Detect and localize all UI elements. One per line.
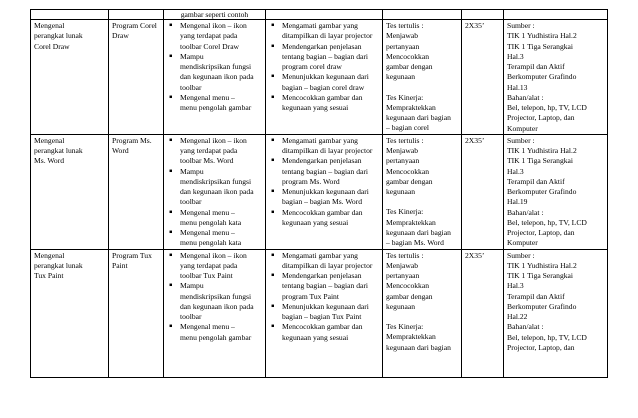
text-line: program corel draw (282, 62, 342, 71)
teacher-activity-item (180, 93, 262, 114)
bullet-list (167, 136, 262, 249)
text-line: dan kegunaan ikon pada (180, 72, 254, 82)
text-line: ▪ Mendengarkan penjelasan (282, 41, 362, 51)
text-line: menu pengolah gambar (180, 332, 252, 342)
text-line: ▪ Mengenal ikon – ikon (180, 21, 247, 30)
student-activities-cell (266, 20, 383, 135)
student-activity-item (282, 208, 379, 229)
teacher-activity-item (180, 167, 262, 208)
text-line: Word (112, 146, 129, 155)
text-line: Bel, telepon, hp, TV, LCD (507, 332, 587, 342)
text-line: Mencocokkan (386, 51, 430, 61)
text-line: perangkat lunak (34, 260, 83, 270)
text-line: ditampilkan di layar projector (282, 146, 373, 155)
text-line: ▪ Mendengarkan penjelasan (282, 156, 362, 166)
teacher-activities-cell (164, 20, 266, 135)
text-line: kegunaan dari bagian (386, 342, 451, 352)
student-activity-item (282, 322, 379, 343)
text-line: menu pengolah gambar (180, 103, 252, 112)
teacher-activities-cell (164, 134, 266, 249)
text-line: yang terdapat pada (180, 146, 238, 155)
text-line: ▪ Mengenal menu – (180, 322, 235, 332)
text-line: ditampilkan di layar projector (282, 31, 373, 41)
text-line: menu pengolah kata (180, 217, 242, 227)
text-line: Tes tertulis : (386, 21, 424, 30)
bullet-list (167, 251, 262, 343)
cell-empty (266, 10, 383, 20)
text-line: kegunaan dari bagian (386, 227, 451, 237)
text-line: toolbar (180, 82, 202, 92)
competency-cell (31, 249, 109, 377)
teacher-activity-item (180, 322, 262, 343)
text-line: Komputer (507, 238, 538, 248)
text-line: gambar dengan (386, 176, 433, 186)
text-line: ▪ Mendengarkan penjelasan (282, 271, 362, 280)
student-activity-item (282, 93, 379, 114)
text-line: ▪ Mengamati gambar yang (282, 21, 358, 30)
assessment-cell (383, 249, 462, 377)
text-line: Tes tertulis : (386, 250, 424, 260)
text-line: Hal.13 (507, 82, 528, 92)
student-activity-item (282, 72, 379, 93)
text-line: Tes Kinerja: (386, 322, 424, 331)
text-line: program Ms. Word (282, 176, 340, 186)
text-line: kegunaan dari bagian (386, 113, 451, 122)
text-line: mendiskripsikan fungsi (180, 62, 252, 71)
bullet-list (269, 136, 379, 228)
text-line: ▪ Mencocokkan gambar dan (282, 207, 363, 217)
text-line: pertanyaan (386, 41, 420, 51)
cell-empty (504, 10, 608, 20)
text-line: Hal.3 (507, 281, 524, 291)
text-line: Mempraktekkan (386, 102, 436, 112)
teacher-activities-cell (164, 249, 266, 377)
text-line: Menjawab (386, 31, 419, 41)
text-line: toolbar (180, 312, 202, 321)
text-line: ▪ Mampu (180, 281, 204, 291)
text-line: ▪ Mengenal menu – (180, 92, 235, 102)
text-line: ▪ Mengenal ikon – ikon (180, 135, 247, 145)
text-line: menu pengolah kata (180, 238, 242, 248)
text-line: kegunaan yang sesuai (282, 332, 349, 342)
program-cell (109, 134, 164, 249)
text-line: toolbar (180, 197, 202, 207)
text-line: Corel Draw (34, 41, 70, 51)
text-line: Projector, Laptop, dan (507, 342, 575, 352)
student-activities-cell (266, 249, 383, 377)
text-line: tentang bagian – bagian dari (282, 281, 369, 291)
text-line: Menjawab (386, 260, 419, 270)
competency-cell (31, 134, 109, 249)
text-line: mendiskripsikan fungsi (180, 176, 252, 186)
text-line: Hal.3 (507, 51, 524, 61)
text-line: Berkomputer Grafindo (507, 187, 577, 196)
program-cell (109, 20, 164, 135)
text-line: TIK 1 Tiga Serangkai (507, 156, 574, 166)
text-line: Tes Kinerja: (386, 92, 424, 102)
text-line: Tes tertulis : (386, 135, 424, 145)
text-line: ▪ Mengamati gambar yang (282, 135, 358, 145)
text-line: ▪ Mencocokkan gambar dan (282, 322, 363, 332)
spacer (386, 197, 458, 207)
text-line: Terampil dan Aktif (507, 62, 565, 71)
text-line: bagian – bagian corel draw (282, 82, 365, 92)
text-line: mendiskripsikan fungsi (180, 291, 252, 301)
text-line: tentang bagian – bagian dari (282, 166, 369, 176)
text-line: Terampil dan Aktif (507, 291, 565, 301)
text-line: kegunaan yang sesuai (282, 217, 349, 227)
text-line: Bel, telepon, hp, TV, LCD (507, 217, 587, 227)
text-line: perangkat lunak (34, 146, 83, 155)
bullet-list (269, 21, 379, 113)
text-line: gambar dengan (386, 291, 433, 301)
competency-cell (31, 20, 109, 135)
text-line: Bahan/alat : (507, 92, 544, 102)
text-line: TIK 1 Tiga Serangkai (507, 41, 574, 51)
text-line: yang terdapat pada (180, 31, 238, 41)
text-line: toolbar Tux Paint (180, 271, 233, 280)
teacher-activity-item (180, 136, 262, 167)
text-line: dan kegunaan ikon pada (180, 187, 254, 196)
cell-empty (462, 10, 504, 20)
text-line: Ms. Word (34, 156, 65, 166)
text-line: ▪ Mengamati gambar yang (282, 250, 358, 260)
sources-cell (504, 20, 608, 135)
text-line: bagian – bagian Tux Paint (282, 312, 362, 321)
text-line: ▪ Mengenal menu – (180, 228, 235, 237)
bullet-list (167, 21, 262, 113)
text-line: ▪ Mampu (180, 166, 204, 176)
text-line: Paint (112, 260, 128, 270)
text-line: Mengenal (34, 135, 65, 145)
text-line: ▪ Mencocokkan gambar dan (282, 92, 363, 102)
assessment-cell (383, 134, 462, 249)
table-row-continuation (31, 10, 608, 20)
text-line: dan kegunaan ikon pada (180, 301, 254, 311)
text-line: Berkomputer Grafindo (507, 301, 577, 311)
student-activity-item (282, 136, 379, 157)
text-line: gambar dengan (386, 62, 433, 71)
text-line: Bahan/alat : (507, 207, 544, 217)
text-line: Program Corel (112, 21, 157, 30)
teacher-activity-item (180, 251, 262, 282)
teacher-activity-item (180, 21, 262, 52)
text-line: kegunaan yang sesuai (282, 103, 349, 112)
table-row (31, 249, 608, 377)
program-cell (109, 249, 164, 377)
spacer (386, 83, 458, 93)
text-line: Projector, Laptop, dan (507, 228, 575, 237)
text-line: bagian – bagian Ms. Word (282, 197, 363, 207)
text-line: Bel, telepon, hp, TV, LCD (507, 103, 587, 112)
text-line: – bagian corel (386, 123, 430, 133)
text-line: Tux Paint (34, 271, 64, 280)
text-line: Terampil dan Aktif (507, 176, 565, 186)
assessment-cell (383, 20, 462, 135)
text-line: tentang bagian – bagian dari (282, 51, 369, 61)
student-activity-item (282, 251, 379, 272)
text-line: Program Tux (112, 250, 152, 260)
lesson-plan-table (30, 9, 608, 378)
student-activities-cell (266, 134, 383, 249)
text-line: TIK 1 Yudhistira Hal.2 (507, 260, 577, 270)
time-allocation-cell: 2X35’ (462, 134, 504, 249)
text-line: ditampilkan di layar projector (282, 260, 373, 270)
teacher-activity-item (180, 208, 262, 229)
text-line: yang terdapat pada (180, 260, 238, 270)
sources-cell (504, 249, 608, 377)
sources-cell (504, 134, 608, 249)
text-line: ▪ Mengenal menu – (180, 207, 235, 217)
text-line: Mencocokkan (386, 281, 430, 291)
text-line: ▪ Menunjukkan kegunaan dari (282, 301, 369, 311)
bullet-list (269, 251, 379, 343)
student-activity-item (282, 21, 379, 42)
text-line: pertanyaan (386, 156, 420, 166)
text-line: kegunaan (386, 187, 416, 196)
text-line: Bahan/alat : (507, 322, 544, 332)
text-line: Mempraktekkan (386, 217, 436, 227)
text-line: ▪ Menunjukkan kegunaan dari (282, 72, 369, 82)
student-activity-item (282, 187, 379, 208)
student-activity-item (282, 42, 379, 73)
text-line: – bagian Ms. Word (386, 238, 444, 247)
text-line: Mengenal (34, 250, 65, 260)
text-line: perangkat lunak (34, 31, 83, 41)
student-activity-item (282, 302, 379, 323)
text-line: Menjawab (386, 146, 419, 155)
text-line: Mengenal (34, 21, 65, 30)
spacer (386, 312, 458, 322)
text-line: toolbar Corel Draw (180, 41, 240, 51)
cell-empty (109, 10, 164, 20)
text-line: pertanyaan (386, 271, 420, 280)
cell-empty (31, 10, 109, 20)
text-line: Komputer (507, 123, 538, 133)
text-line: toolbar Ms. Word (180, 156, 234, 166)
teacher-activity-item (180, 281, 262, 322)
text-line: TIK 1 Yudhistira Hal.2 (507, 31, 577, 41)
cell-empty (383, 10, 462, 20)
text-line: Sumber : (507, 21, 535, 30)
student-activity-item (282, 156, 379, 187)
text-line: kegunaan (386, 301, 416, 311)
text-line: TIK 1 Yudhistira Hal.2 (507, 146, 577, 155)
table-row (31, 20, 608, 135)
time-allocation-cell: 2X35’ (462, 249, 504, 377)
text-line: Mencocokkan (386, 166, 430, 176)
text-line: Sumber : (507, 250, 535, 260)
text-line: program Tux Paint (282, 291, 339, 301)
text-line: TIK 1 Tiga Serangkai (507, 271, 574, 280)
continuation-text: gambar seperti contoh (164, 10, 266, 20)
text-line: ▪ Mampu (180, 51, 204, 61)
student-activity-item (282, 271, 379, 302)
text-line: Berkomputer Grafindo (507, 72, 577, 82)
text-line: Sumber : (507, 135, 535, 145)
text-line: kegunaan (386, 72, 416, 82)
text-line: Draw (112, 31, 129, 41)
time-allocation-cell: 2X35’ (462, 20, 504, 135)
text-line: Mempraktekkan (386, 332, 436, 342)
text-line: Program Ms. (112, 135, 152, 145)
text-line: Projector, Laptop, dan (507, 113, 575, 123)
text-line: ▪ Menunjukkan kegunaan dari (282, 187, 369, 196)
teacher-activity-item (180, 52, 262, 93)
text-line: ▪ Mengenal ikon – ikon (180, 250, 247, 260)
text-line: Hal.22 (507, 312, 528, 321)
table-row (31, 134, 608, 249)
text-line: Tes Kinerja: (386, 207, 424, 217)
teacher-activity-item (180, 228, 262, 249)
text-line: Hal.3 (507, 166, 524, 176)
text-line: Hal.19 (507, 197, 528, 207)
